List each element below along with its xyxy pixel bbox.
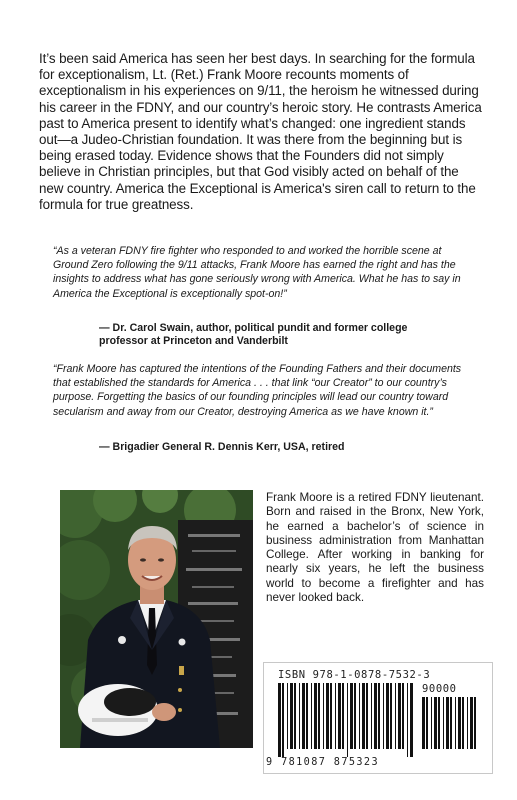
back-cover-blurb bbox=[39, 51, 485, 213]
barcode-bar bbox=[330, 683, 332, 749]
barcode-bars bbox=[276, 683, 414, 757]
barcode-bar bbox=[299, 683, 300, 749]
barcode-bar bbox=[470, 697, 473, 749]
barcode-bar bbox=[278, 683, 281, 757]
barcode-bar bbox=[294, 683, 296, 749]
barcode-bar bbox=[474, 697, 476, 749]
barcode-bar bbox=[410, 683, 413, 757]
barcode-bar bbox=[282, 683, 284, 757]
endorsement-quote-2: “Frank Moore has captured the intentions of the Founding Fathers and their documents that established the standards for America . . . that link “our Creator” to our country’s purpose. Forgetting the basics of our founding principles will lead our country toward secularism and away from our Creator, destroying America as we have known it.” bbox=[53, 363, 462, 418]
barcode-bar bbox=[458, 697, 461, 749]
barcode-bar bbox=[434, 697, 437, 749]
barcode-bar bbox=[438, 697, 440, 749]
barcode-bar bbox=[390, 683, 392, 749]
barcode-bar bbox=[398, 683, 401, 749]
barcode-bar bbox=[302, 683, 305, 749]
barcode-bar bbox=[443, 697, 444, 749]
barcode-bar bbox=[326, 683, 329, 749]
author-photo bbox=[60, 490, 253, 748]
barcode-bar bbox=[455, 697, 456, 749]
isbn-label: ISBN 978-1-0878-7532-3 bbox=[278, 669, 431, 681]
endorsement-attribution-2: — Brigadier General R. Dennis Kerr, USA, retired bbox=[99, 441, 345, 453]
barcode-bar bbox=[450, 697, 452, 749]
barcode-bar bbox=[318, 683, 320, 749]
barcode-bar bbox=[467, 697, 468, 749]
price-code-label: 90000 bbox=[422, 683, 457, 695]
barcode-bar bbox=[347, 683, 348, 757]
barcode-bar bbox=[386, 683, 389, 749]
barcode-bar bbox=[359, 683, 360, 749]
barcode-bar bbox=[287, 683, 288, 749]
barcode-bar bbox=[362, 683, 365, 749]
barcode-bar bbox=[426, 697, 428, 749]
barcode-digits: 9 781087 875323 bbox=[266, 757, 380, 768]
barcode-bar bbox=[446, 697, 449, 749]
barcode-bar bbox=[462, 697, 464, 749]
supplemental-barcode-bars bbox=[420, 697, 482, 757]
barcode-bar bbox=[378, 683, 380, 749]
barcode-bar bbox=[366, 683, 368, 749]
barcode-bar bbox=[290, 683, 293, 749]
barcode-bar bbox=[314, 683, 317, 749]
author-bio: Frank Moore is a retired FDNY lieutenant. Born and raised in the Bronx, New York, he earned a bachelor’s of science in business administration from Manhattan College. After working in banking for nearly six years, he left the business world to become a firefighter and has never looked back. bbox=[266, 491, 484, 605]
barcode-bar bbox=[335, 683, 336, 749]
barcode-bar bbox=[323, 683, 324, 749]
endorsement-quote-1: “As a veteran FDNY fire fighter who responded to and worked the horrible scene at Ground Zero following the 9/11 attacks, Frank Moore has earned the right and has the insights to address what has gone seriously wrong with America. What he has to say in America the Exceptional is exceptionally spot-on!” bbox=[53, 245, 461, 300]
barcode-bar bbox=[383, 683, 384, 749]
blurb-paragraph: It’s been said America has seen her best days. In searching for the formula for exceptionalism, Lt. (Ret.) Frank Moore recounts moments of exceptionalism in his experiences on 9/11, the heroism he witnessed during his career in the FDNY, and our country’s heroic story. He contrasts America past to America present to identify what’s changed: one ingredient stands out—a Judeo-Christian foundation. It was there from the beginning but is being erased today. Evidence shows that the Founders did not simply believe in Christian principles, but that God visibly acted on behalf of the new country. America the Exceptional is America's siren call to return to the formula for true greatness. bbox=[39, 51, 482, 212]
barcode-bar bbox=[371, 683, 372, 749]
endorsement-attribution-1: — Dr. Carol Swain, author, political pundit and former college professor at Princeton and Vanderbilt bbox=[99, 322, 408, 348]
barcode-bar bbox=[374, 683, 377, 749]
isbn-barcode bbox=[263, 662, 493, 774]
barcode-bar bbox=[422, 697, 425, 749]
barcode-bar bbox=[311, 683, 312, 749]
barcode-bar bbox=[354, 683, 356, 749]
barcode-bar bbox=[407, 683, 408, 757]
barcode-bar bbox=[338, 683, 341, 749]
barcode-bar bbox=[402, 683, 404, 749]
barcode-bar bbox=[431, 697, 432, 749]
barcode-bar bbox=[342, 683, 344, 749]
barcode-bar bbox=[395, 683, 396, 749]
barcode-bar bbox=[306, 683, 308, 749]
barcode-bar bbox=[350, 683, 353, 749]
